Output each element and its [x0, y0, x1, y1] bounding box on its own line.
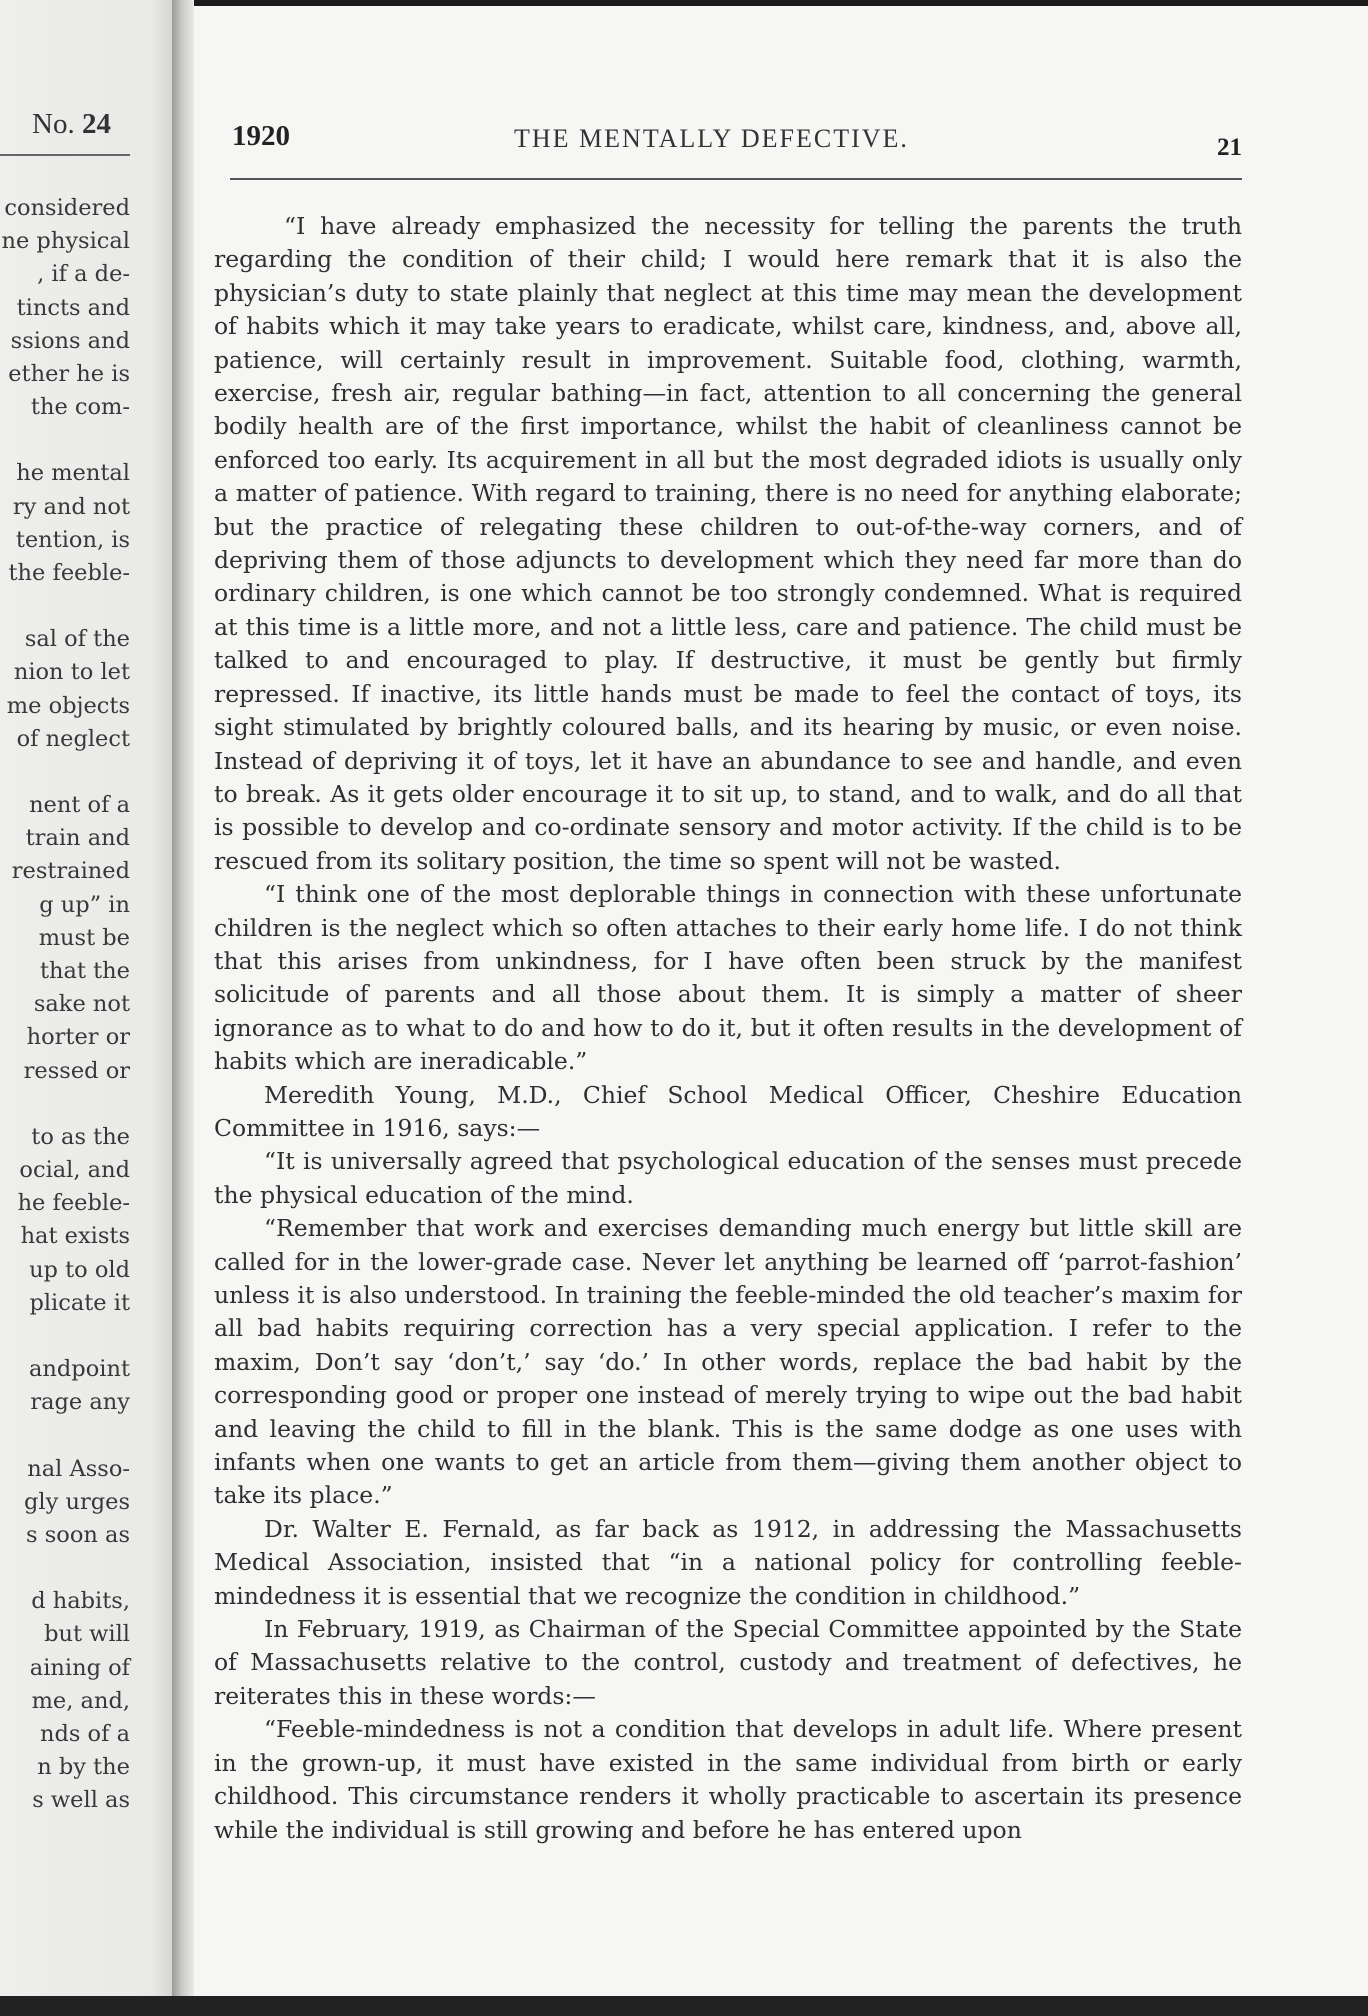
header-title: THE MENTALLY DEFECTIVE.	[514, 124, 909, 153]
left-header-rule	[0, 154, 130, 156]
left-fragment-line: nent of a	[29, 792, 130, 819]
left-fragment-line: sake not	[33, 991, 130, 1018]
left-fragment-gap	[0, 1320, 130, 1353]
left-fragment-line: considered	[4, 195, 130, 221]
issue-number: 24	[81, 108, 111, 140]
left-page-text-fragments	[0, 192, 130, 1818]
main-text	[214, 210, 1242, 1847]
left-fragment-line: but will	[44, 1621, 130, 1648]
left-fragment-gap	[0, 590, 130, 623]
left-fragment-line: s well as	[32, 1787, 130, 1814]
scan-bottom-edge	[0, 1996, 1368, 2016]
left-fragment-line: to as the	[31, 1123, 130, 1150]
paragraph-young-quote-2: “I think one of the most deplorable things in connection with these unfortunate children is the neglect which so often attaches to their early home life. I do not think that this arises from unkindness, for I have often been struck by the manifest solicitude of parents and all those about them. It is simply a matter of sheer ignorance as to what to do and how to do it, but it often results in the development of habits which are ineradicable.”	[214, 880, 1242, 1076]
left-fragment-gap	[0, 1552, 130, 1585]
left-fragment-line: plicate it	[29, 1289, 130, 1316]
paragraph-february-1919: In February, 1919, as Chairman of the Special Committee appointed by the State of Massachusetts relative to the control, custody and treatment of defectives, he reiterates this in these words:—	[214, 1615, 1242, 1710]
left-page	[0, 0, 178, 1996]
left-page-header	[32, 108, 111, 141]
left-fragment-line: g up” in	[39, 891, 130, 918]
paragraph-meredith-young-intro: Meredith Young, M.D., Chief School Medical Officer, Cheshire Education Committee in 1916, says:—	[214, 1080, 1242, 1142]
left-fragment-line: nal Asso-	[27, 1455, 130, 1482]
left-fragment-line: me, and,	[31, 1687, 130, 1714]
issue-label: No.	[32, 108, 75, 140]
left-fragment-line: ether he is	[8, 361, 130, 388]
paragraph-young-quote-1: “I have already emphasized the necessity for telling the parents the truth regarding the condition of their child; I would here remark that it is also the physician’s duty to state plainly that neglect at this time may mean the development of habits which it may take years to eradicate, whilst care, kindness, and, above all, patience, will certainly result in improvement. Suitable food, clothing, warmth, exercise, fresh air, regular bathing—in fact, attention to all concerning the general bodily health are of the first importance, whilst the habit of cleanliness cannot be enforced too early. Its acquirement in all but the most degraded idiots is usually only a matter of patience. With regard to training, there is no need for anything elaborate; but the practice of relegating these children to out-of-the-way corners, and of depriving them of those adjuncts to development which they need far more than do ordinary children, is one which cannot be too strongly condemned. What is required at this time is a little more, and not a little less, care and patience. The child must be talked to and encouraged to play. If destructive, it must be gently but firmly repressed. If inactive, its little hands must be made to feel the contact of toys, its sight stimulated by brightly coloured balls, and its hearing by music, or even noise. Instead of depriving it of toys, let it have an abundance to see and handle, and even to break. As it gets older encourage it to sit up, to stand, and to walk, and do all that is possible to develop and co-ordinate sensory and motor activity. If the child is to be rescued from its solitary position, the time so spent will not be wasted.	[214, 212, 1242, 875]
left-fragment-line: s soon as	[26, 1521, 130, 1548]
scan-top-edge	[194, 0, 1368, 6]
left-fragment-line: rage any	[30, 1389, 130, 1416]
left-fragment-line: nion to let	[13, 659, 130, 686]
left-fragment-line: sal of the	[24, 626, 130, 653]
paragraph-feeble-mindedness-quote: “Feeble-mindedness is not a condition that develops in adult life. Where present in the grown-up, it must have existed in the same individual from birth or early childhood. This circumstance renders it wholly practicable to ascertain its presence while the individual is still growing and before he has entered upon	[214, 1715, 1242, 1844]
page-number: 21	[1217, 134, 1242, 161]
running-header	[232, 120, 1242, 164]
left-fragment-line: , if a de-	[37, 261, 130, 288]
left-fragment-line: up to old	[29, 1256, 130, 1283]
left-fragment-line: he mental	[16, 460, 130, 487]
left-fragment-line: restrained	[11, 858, 130, 885]
left-fragment-gap	[0, 1088, 130, 1121]
left-fragment-line: horter or	[26, 1024, 130, 1051]
left-fragment-line: n by the	[37, 1754, 130, 1781]
left-fragment-line: nds of a	[39, 1720, 130, 1747]
left-fragment-line: that the	[40, 958, 130, 985]
book-gutter	[172, 0, 194, 1996]
header-year: 1920	[232, 120, 290, 152]
left-fragment-line: gly urges	[24, 1488, 130, 1515]
left-fragment-line: andpoint	[29, 1356, 130, 1383]
left-fragment-gap	[0, 756, 130, 789]
left-fragment-line: tincts and	[16, 294, 130, 321]
left-fragment-line: ocial, and	[19, 1157, 130, 1184]
paragraph-psychological-education: “It is universally agreed that psychological education of the senses must precede the physical education of the mind.	[214, 1147, 1242, 1209]
left-fragment-line: hat exists	[20, 1223, 130, 1250]
left-fragment-gap	[0, 1420, 130, 1453]
left-fragment-line: must be	[38, 924, 130, 951]
left-fragment-line: train and	[25, 825, 130, 852]
left-fragment-line: ressed or	[23, 1057, 130, 1084]
header-rule	[230, 178, 1242, 180]
left-fragment-line: tention, is	[15, 526, 130, 553]
left-fragment-gap	[0, 424, 130, 457]
left-fragment-line: the com-	[30, 394, 130, 421]
left-fragment-line: d habits,	[31, 1588, 130, 1615]
left-fragment-line: ry and not	[12, 493, 130, 520]
left-fragment-line: me objects	[6, 692, 130, 719]
left-fragment-line: ne physical	[1, 228, 130, 255]
left-fragment-line: of neglect	[16, 725, 130, 752]
paragraph-fernald-1912: Dr. Walter E. Fernald, as far back as 1912, in addressing the Massachusetts Medical Association, insisted that “in a national policy for controlling feeble-mindedness it is essential that we recognize the condition in childhood.”	[214, 1514, 1242, 1610]
left-fragment-line: the feeble-	[8, 560, 130, 587]
left-fragment-line: he feeble-	[17, 1190, 130, 1217]
left-fragment-line: aining of	[29, 1654, 130, 1681]
left-fragment-line: ssions and	[10, 327, 130, 354]
paragraph-remember: “Remember that work and exercises demanding much energy but little skill are called for in the lower-grade case. Never let anything be learned off ‘parrot-fashion’ unless it is also understood. In training the feeble-minded the old teacher’s maxim for all bad habits requiring correction has a very special application. I refer to the maxim, Don’t say ‘don’t,’ say ‘do.’ In other words, replace the bad habit by the corresponding good or proper one instead of merely trying to wipe out the bad habit and leaving the child to fill in the blank. This is the same dodge as one uses with infants when one wants to get an article from them—giving them another object to take its place.”	[214, 1214, 1242, 1510]
